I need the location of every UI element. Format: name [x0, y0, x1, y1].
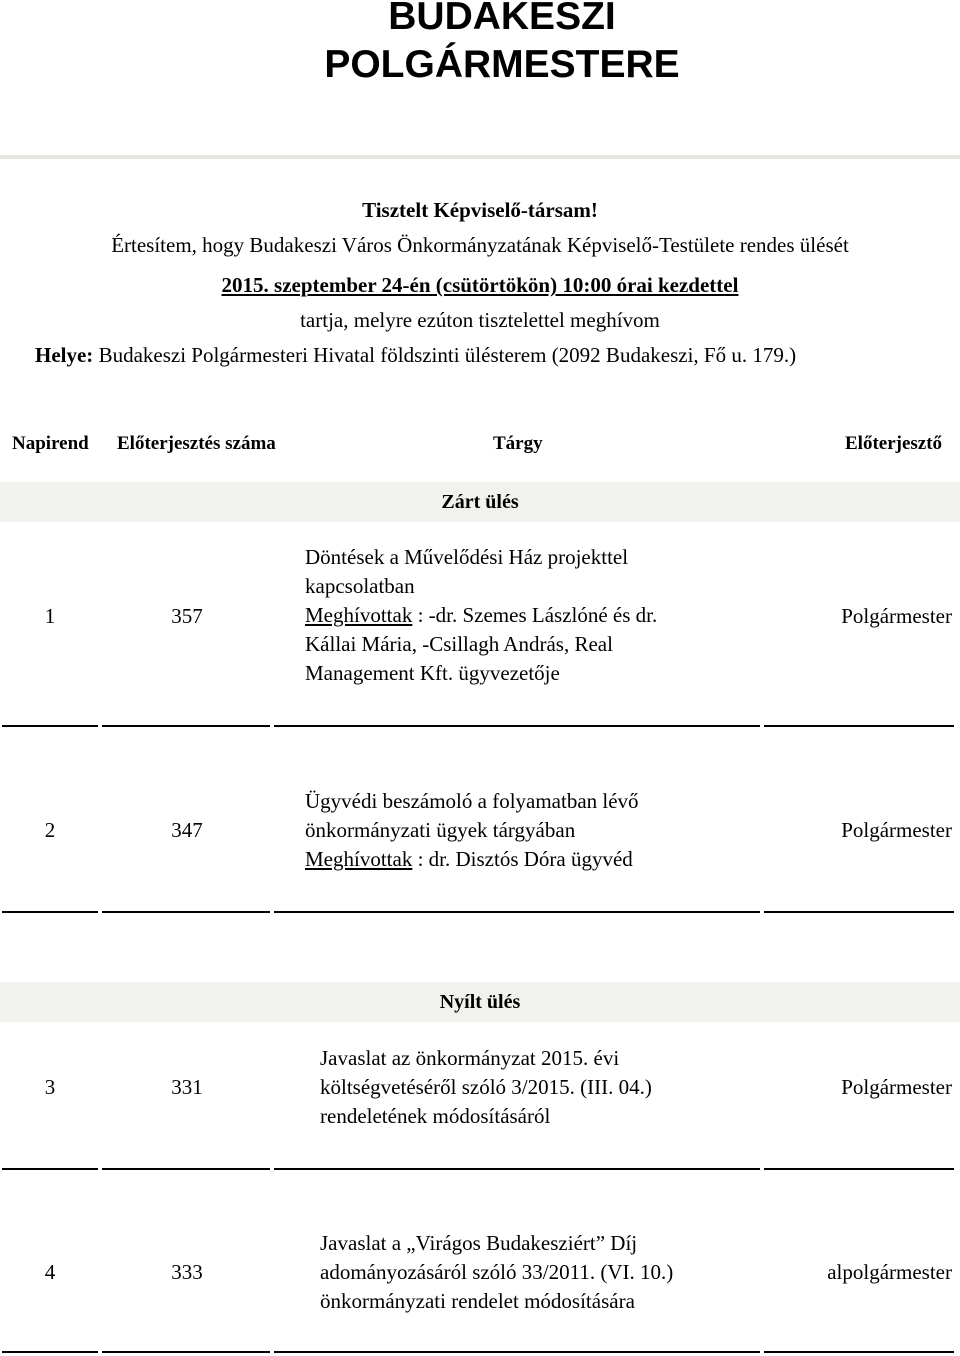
- row2-presenter: Polgármester: [841, 818, 952, 842]
- row2-subject-line: Ügyvédi beszámoló a folyamatban lévő: [305, 789, 639, 813]
- intro-line-1: Értesítem, hogy Budakeszi Város Önkormányzatának Képviselő-Testülete rendes ülését: [111, 233, 849, 257]
- row4-subject: [320, 1229, 673, 1316]
- row-separator: [2, 1351, 98, 1353]
- meeting-location: [35, 342, 796, 368]
- row1-napirend: 1: [44, 604, 56, 628]
- row1-subject-line: kapcsolatban: [305, 574, 415, 598]
- row4-szam: 333: [171, 1260, 203, 1284]
- row1-subject: [305, 543, 657, 688]
- row-separator: [2, 725, 98, 727]
- row-separator: [274, 911, 760, 913]
- invited-label: Meghívottak: [305, 603, 413, 627]
- row4-presenter: alpolgármester: [827, 1260, 952, 1284]
- row1-szam: 357: [171, 604, 203, 628]
- row1-subject-line: Management Kft. ügyvezetője: [305, 661, 560, 685]
- meeting-date: [0, 272, 960, 298]
- row-separator: [102, 1168, 270, 1170]
- column-header-eloterjeszto: Előterjesztő: [845, 433, 943, 454]
- row-separator: [764, 725, 954, 727]
- location-label: Helye:: [35, 343, 94, 367]
- title-divider: [0, 155, 960, 159]
- column-header-napirend: Napirend: [12, 433, 89, 454]
- row2-szam: 347: [171, 818, 203, 842]
- row-separator: [274, 1168, 760, 1170]
- row-separator: [764, 911, 954, 913]
- row4-subject-line: önkormányzati rendelet módosítására: [320, 1289, 635, 1313]
- row3-napirend: 3: [44, 1075, 56, 1099]
- row3-subject-line: költségvetéséről szóló 3/2015. (III. 04.): [320, 1075, 652, 1099]
- row1-presenter: Polgármester: [841, 604, 952, 628]
- row-separator: [764, 1351, 954, 1353]
- row4-subject-line: Javaslat a „Virágos Budakesziért” Díj: [320, 1231, 638, 1255]
- row-separator: [102, 1351, 270, 1353]
- row1-invited: [305, 601, 657, 630]
- row3-szam: 331: [171, 1075, 203, 1099]
- document-title-line2: POLGÁRMESTERE: [324, 43, 680, 86]
- meeting-date-text: 2015. szeptember 24-én (csütörtökön) 10:00 órai kezdettel: [221, 273, 739, 297]
- intro-line-3: tartja, melyre ezúton tisztelettel meghívom: [300, 308, 660, 332]
- invited-names: : -dr. Szemes Lászlóné és dr.: [412, 603, 658, 627]
- row3-subject: [320, 1044, 652, 1131]
- row3-presenter: Polgármester: [841, 1075, 952, 1099]
- row2-invited: [305, 845, 639, 874]
- row2-subject-line: önkormányzati ügyek tárgyában: [305, 818, 576, 842]
- row2-napirend: 2: [44, 818, 56, 842]
- invited-names: : dr. Disztós Dóra ügyvéd: [412, 847, 633, 871]
- row-separator: [102, 911, 270, 913]
- row3-subject-line: Javaslat az önkormányzat 2015. évi: [320, 1046, 620, 1070]
- row4-subject-line: adományozásáról szóló 33/2011. (VI. 10.): [320, 1260, 674, 1284]
- section-label-open: Nyílt ülés: [439, 991, 521, 1013]
- row1-subject-line: Döntések a Művelődési Ház projekttel: [305, 545, 629, 569]
- row-separator: [102, 725, 270, 727]
- row-separator: [2, 911, 98, 913]
- row-separator: [2, 1168, 98, 1170]
- row-separator: [274, 1351, 760, 1353]
- row-separator: [764, 1168, 954, 1170]
- row-separator: [274, 725, 760, 727]
- row3-subject-line: rendeletének módosításáról: [320, 1104, 551, 1128]
- column-header-szam: Előterjesztés száma: [117, 433, 276, 454]
- document-title-line1: BUDAKESZI: [388, 0, 616, 38]
- section-label-closed: Zárt ülés: [441, 491, 519, 513]
- row1-subject-line: Kállai Mária, -Csillagh András, Real: [305, 632, 613, 656]
- invited-label: Meghívottak: [305, 847, 413, 871]
- location-value: Budakeszi Polgármesteri Hivatal földszinti ülésterem (2092 Budakeszi, Fő u. 179.): [93, 343, 797, 367]
- greeting: Tisztelt Képviselő-társam!: [362, 198, 598, 222]
- column-header-targy: Tárgy: [493, 433, 543, 454]
- row2-subject: [305, 787, 639, 874]
- row4-napirend: 4: [44, 1260, 56, 1284]
